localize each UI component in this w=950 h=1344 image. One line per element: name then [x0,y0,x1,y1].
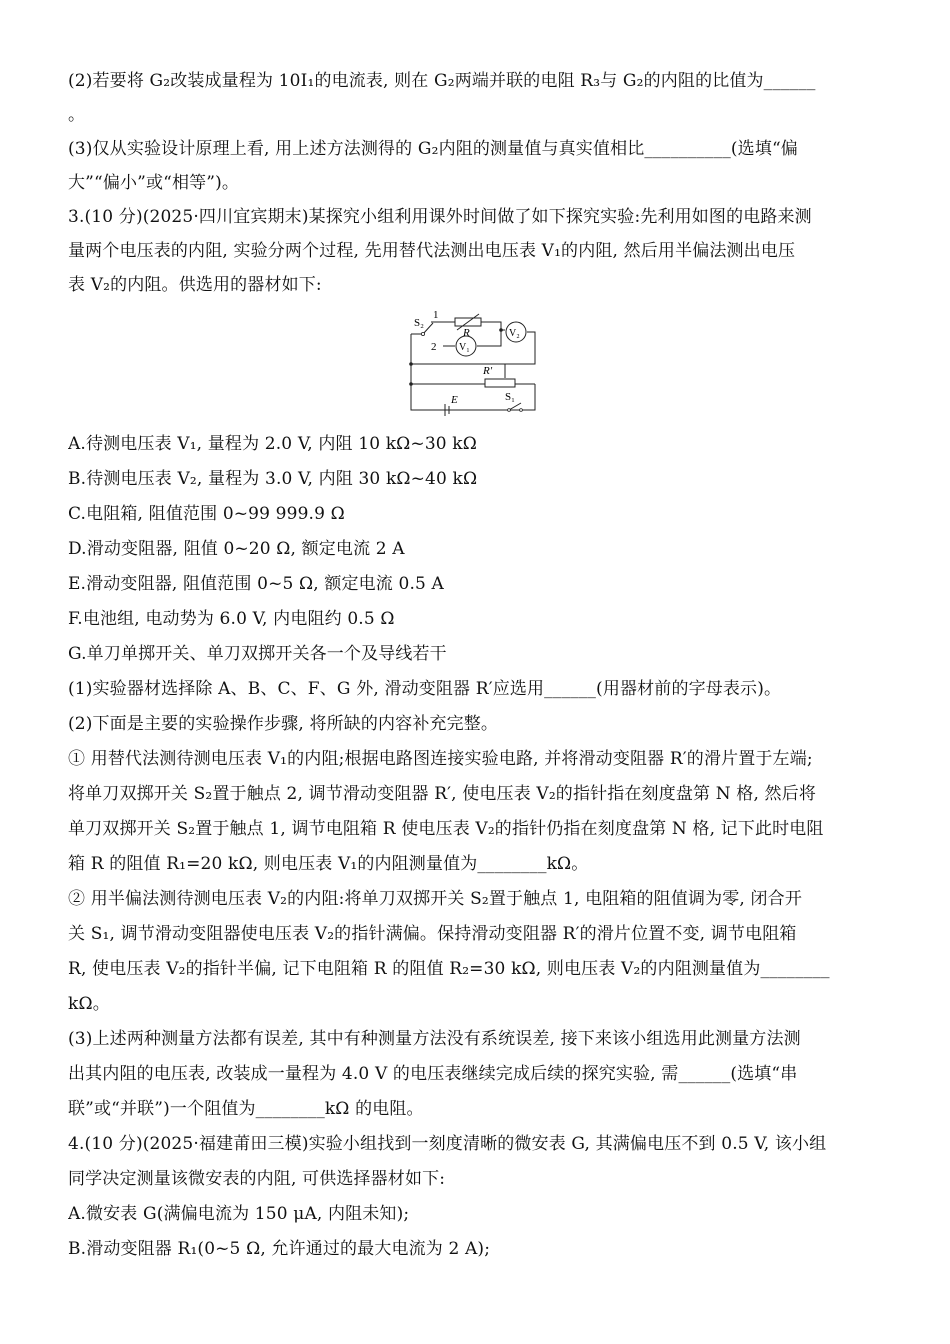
question-3-heading: 3.(10 分)(2025·四川宜宾期末)某探究小组利用课外时间做了如下探究实验:先利用如图的电路来测 [68,207,812,227]
equipment-a: A.待测电压表 V₁, 量程为 2.0 V, 内阻 10 kΩ~30 kΩ [68,434,478,454]
node-dot [409,382,413,386]
equipment-e: E.滑动变阻器, 阻值范围 0~5 Ω, 额定电流 0.5 A [68,574,444,594]
circuit-svg [405,308,545,416]
text-line: 联”或“并联”)一个阻值为________kΩ 的电阻。 [68,1099,424,1119]
equipment-f: F.电池组, 电动势为 6.0 V, 内电阻约 0.5 Ω [68,609,395,629]
switch-pivot [421,332,424,335]
question-4-heading: 4.(10 分)(2025·福建莆田三模)实验小组找到一刻度清晰的微安表 G, 其满偏电压不到 0.5 V, 该小组 [68,1134,827,1154]
equipment-c: C.电阻箱, 阻值范围 0~99 999.9 Ω [68,504,345,524]
text-line: 关 S₁, 调节滑动变阻器使电压表 V₂的指针满偏。保持滑动变阻器 R′的滑片位置不变, 调节电阻箱 [68,924,797,944]
text-line: 量两个电压表的内阻, 实验分两个过程, 先用替代法测出电压表 V₁的内阻, 然后用半偏法测出电压 [68,241,796,261]
text-line: (3)上述两种测量方法都有误差, 其中有种测量方法没有系统误差, 接下来该小组选用此测量方法测 [68,1029,801,1049]
text-line: 同学决定测量该微安表的内阻, 可供选择器材如下: [68,1169,446,1189]
label-rheo: R′ [483,365,493,377]
equipment-g: G.单刀单掷开关、单刀双掷开关各一个及导线若干 [68,644,447,664]
text-line: kΩ。 [68,994,110,1014]
node-dot [499,328,503,332]
rheostat [485,379,515,387]
text-line: ① 用替代法测待测电压表 V₁的内阻;根据电路图连接实验电路, 并将滑动变阻器 R′的滑片置于左端; [68,749,813,769]
label-v1: V₁ [459,342,470,353]
text-line: R, 使电压表 V₂的指针半偏, 记下电阻箱 R 的阻值 R₂=30 kΩ, 则电压表 V₂的内阻测量值为________ [68,959,830,979]
label-v2: V₂ [509,328,520,339]
equipment-b: B.滑动变阻器 R₁(0~5 Ω, 允许通过的最大电流为 2 A); [68,1239,491,1259]
label-s1: S₁ [505,391,515,403]
label-contact-1: 1 [433,309,439,321]
text-line: ② 用半偏法测待测电压表 V₂的内阻:将单刀双掷开关 S₂置于触点 1, 电阻箱的阻值调为零, 闭合开 [68,889,802,909]
text-line: (1)实验器材选择除 A、B、C、F、G 外, 滑动变阻器 R′应选用______(用器材前的字母表示)。 [68,679,782,699]
switch-contact [520,409,523,412]
label-emf: E [451,394,458,406]
text-line: (3)仅从实验设计原理上看, 用上述方法测得的 G₂内阻的测量值与真实值相比__________(选填“偏 [68,139,798,159]
label-s2: S₂ [414,317,424,329]
text-line: 箱 R 的阻值 R₁=20 kΩ, 则电压表 V₁的内阻测量值为________kΩ。 [68,854,589,874]
switch-s1-blade [509,403,521,410]
text-line: 大”“偏小”或“相等”)。 [68,173,240,193]
text-line: (2)若要将 G₂改装成量程为 10I₁的电流表, 则在 G₂两端并联的电阻 R₃与 G₂的内阻的比值为______ [68,71,816,91]
switch-pivot [508,409,511,412]
switch-s2-blade [423,323,433,334]
text-line: 。 [68,105,86,125]
equipment-b: B.待测电压表 V₂, 量程为 3.0 V, 内阻 30 kΩ~40 kΩ [68,469,478,489]
equipment-a: A.微安表 G(满偏电流为 150 μA, 内阻未知); [68,1204,410,1224]
wire-top-right [481,322,501,330]
text-line: 表 V₂的内阻。供选用的器材如下: [68,275,322,295]
equipment-d: D.滑动变阻器, 阻值 0~20 Ω, 额定电流 2 A [68,539,405,559]
label-box: R [463,327,470,339]
node-dot [409,362,413,366]
circuit-diagram [405,308,545,416]
text-line: 出其内阻的电压表, 改装成一量程为 4.0 V 的电压表继续完成后续的探究实验, 需______(选填“串 [68,1064,798,1084]
text-line: 单刀双掷开关 S₂置于触点 1, 调节电阻箱 R 使电压表 V₂的指针仍指在刻度盘第 N 格, 记下此时电阻 [68,819,824,839]
text-line: 将单刀双掷开关 S₂置于触点 2, 调节滑动变阻器 R′, 使电压表 V₂的指针指在刻度盘第 N 格, 然后将 [68,784,816,804]
label-contact-2: 2 [431,341,437,353]
text-line: (2)下面是主要的实验操作步骤, 将所缺的内容补充完整。 [68,714,499,734]
